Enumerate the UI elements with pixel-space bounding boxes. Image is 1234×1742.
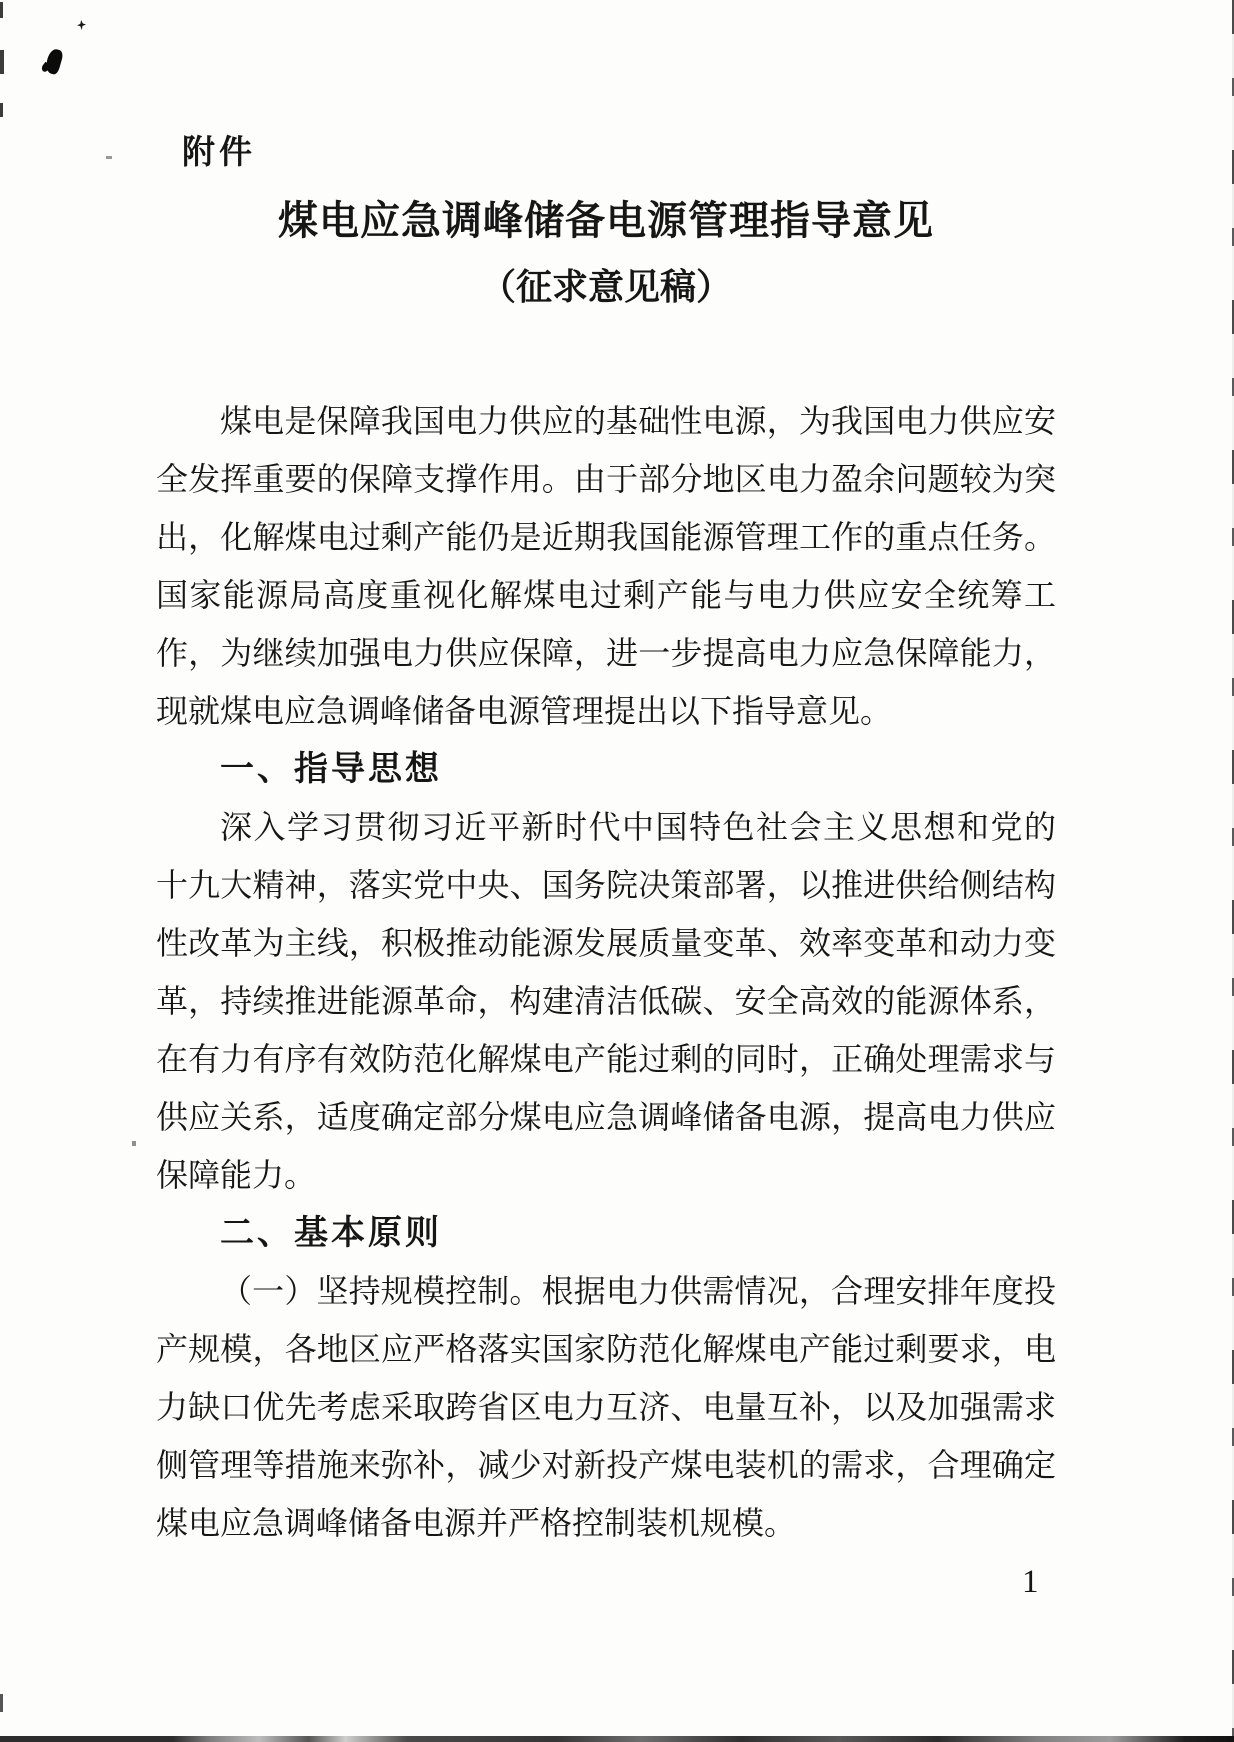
body-line: 作，为继续加强电力供应保障，进一步提高电力应急保障能力， — [156, 635, 1056, 671]
ink-speck-mark — [77, 20, 86, 30]
body-line: 出，化解煤电过剩产能仍是近期我国能源管理工作的重点任务。 — [156, 519, 1056, 555]
section-heading-1: 一、指导思想 — [220, 750, 442, 788]
section-heading-2: 二、基本原则 — [220, 1214, 442, 1252]
body-line: 十九大精神，落实党中央、国务院决策部署，以推进供给侧结构 — [156, 867, 1056, 903]
document-subtitle: （征求意见稿） — [479, 267, 732, 307]
scan-dot — [106, 156, 112, 159]
body-line: 现就煤电应急调峰储备电源管理提出以下指导意见。 — [156, 693, 893, 729]
body-line: 侧管理等措施来弥补，减少对新投产煤电装机的需求，合理确定 — [156, 1447, 1056, 1483]
bottom-scan-line — [0, 1736, 1234, 1742]
body-line: 国家能源局高度重视化解煤电过剩产能与电力供应安全统筹工 — [156, 577, 1056, 613]
body-line: 供应关系，适度确定部分煤电应急调峰储备电源，提高电力供应 — [156, 1099, 1056, 1135]
left-edge-scan-tick — [0, 2, 3, 18]
left-edge-scan-tick — [0, 1694, 3, 1712]
body-line: 革，持续推进能源革命，构建清洁低碳、安全高效的能源体系， — [156, 983, 1056, 1019]
document-body — [156, 392, 1056, 1552]
body-line: 煤电应急调峰储备电源并严格控制装机规模。 — [156, 1505, 797, 1541]
body-line: 性改革为主线，积极推动能源发展质量变革、效率变革和动力变 — [156, 925, 1056, 961]
body-line: 产规模，各地区应严格落实国家防范化解煤电产能过剩要求，电 — [156, 1331, 1056, 1367]
scan-dot — [132, 1141, 136, 1146]
body-line: 全发挥重要的保障支撑作用。由于部分地区电力盈余问题较为突 — [156, 461, 1056, 497]
document-content — [156, 0, 1056, 1552]
body-line: 煤电是保障我国电力供应的基础性电源，为我国电力供应安 — [220, 403, 1056, 439]
body-line: 深入学习贯彻习近平新时代中国特色社会主义思想和党的 — [220, 809, 1056, 845]
body-line: 在有力有序有效防范化解煤电产能过剩的同时，正确处理需求与 — [156, 1041, 1056, 1077]
left-edge-scan-tick — [0, 103, 3, 117]
document-title: 煤电应急调峰储备电源管理指导意见 — [278, 198, 934, 243]
attachment-label: 附件 — [182, 133, 256, 170]
left-edge-scan-tick — [0, 50, 4, 74]
body-line: （一）坚持规模控制。根据电力供需情况，合理安排年度投 — [220, 1273, 1056, 1309]
page-number: 1 — [1022, 1564, 1039, 1600]
ink-blob-mark — [44, 48, 64, 76]
body-line: 保障能力。 — [156, 1157, 317, 1193]
body-line: 力缺口优先考虑采取跨省区电力互济、电量互补，以及加强需求 — [156, 1389, 1056, 1425]
